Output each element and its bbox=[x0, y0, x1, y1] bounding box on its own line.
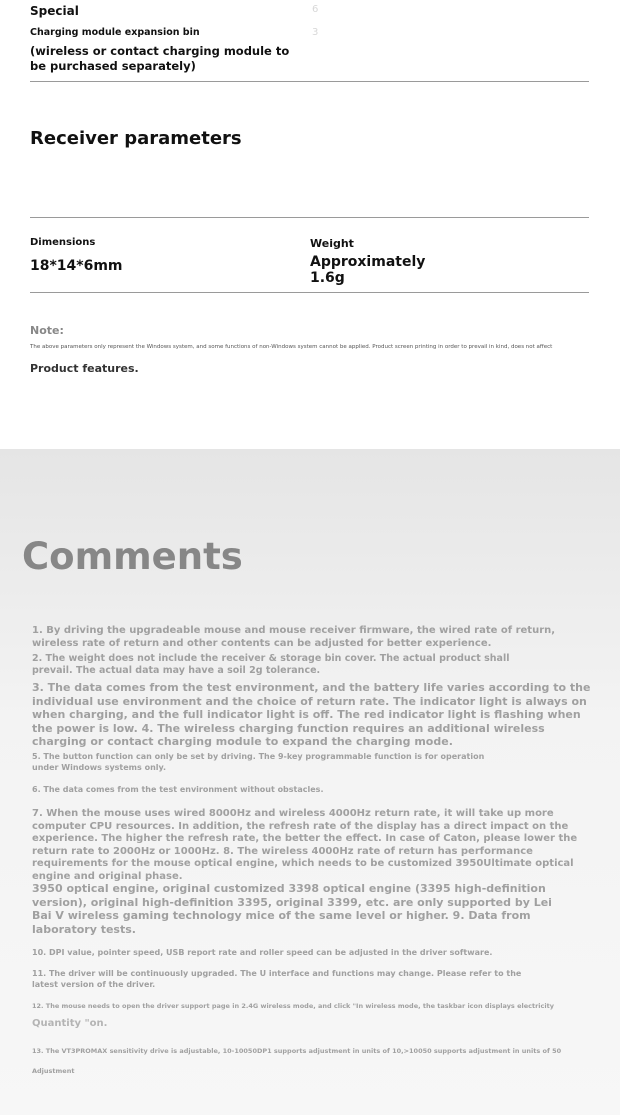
spec-module-note: (wireless or contact charging module to be purchased separately) bbox=[30, 44, 290, 73]
comment-item: 12. The mouse needs to open the driver support page in 2.4G wireless mode, and click "In wireless mode, the taskbar icon displays electricity bbox=[32, 1002, 554, 1010]
weight-label: Weight bbox=[310, 237, 354, 250]
comment-item: 10. DPI value, pointer speed, USB report rate and roller speed can be adjusted in the driver software. bbox=[32, 948, 493, 957]
comment-item: 5. The button function can only be set by driving. The 9-key programmable function is for operation under Windows systems only. bbox=[32, 752, 485, 772]
comment-item: 7. When the mouse uses wired 8000Hz and wireless 4000Hz return rate, it will take up more computer CPU resources. In addition, the refresh rate of the display has a direct impact on the experience. The higher the refresh rate, the better the effect. In case of Caton, please lower the return rate to 2000Hz or 1000Hz. 8. The wireless 4000Hz rate of return has performance requirements for the mouse optical engine, which needs to be customized 3950Ultimate optical engine and original phase. bbox=[32, 808, 578, 882]
divider bbox=[30, 292, 589, 293]
comment-item: 1. By driving the upgradeable mouse and mouse receiver firmware, the wired rate of return, wireless rate of return and other contents can be adjusted for better experience. bbox=[32, 625, 556, 649]
comment-item: 13. The VT3PROMAX sensitivity drive is adjustable, 10-10050DP1 supports adjustment in units of 10,>10050 supports adjustment in units of 50 bbox=[32, 1047, 562, 1055]
dimensions-value: 18*14*6mm bbox=[30, 258, 123, 274]
comment-item: 11. The driver will be continuously upgraded. The U interface and functions may change. Please refer to the latest version of the driver. bbox=[32, 969, 522, 989]
comments-panel bbox=[0, 449, 620, 1115]
comment-item: 6. The data comes from the test environment without obstacles. bbox=[32, 785, 324, 794]
spec-module-value: 3 bbox=[312, 27, 319, 38]
note-text: The above parameters only represent the Windows system, and some functions of non-Windows system cannot be applied. Product screen printing in order to prevail in kind, does not affect bbox=[30, 344, 553, 350]
divider bbox=[30, 81, 589, 82]
spec-module-label: Charging module expansion bin bbox=[30, 27, 200, 38]
product-features-heading: Product features. bbox=[30, 362, 139, 375]
dimensions-label: Dimensions bbox=[30, 237, 96, 248]
comment-item: Quantity "on. bbox=[32, 1018, 108, 1029]
comment-item: 2. The weight does not include the receiver & storage bin cover. The actual product shall prevail. The actual data may have a soil 2g tolerance. bbox=[32, 653, 510, 676]
section-title-receiver: Receiver parameters bbox=[30, 128, 242, 149]
comments-title: Comments bbox=[22, 535, 243, 578]
note-title: Note: bbox=[30, 324, 64, 337]
comment-item: Adjustment bbox=[32, 1067, 75, 1075]
divider bbox=[30, 217, 589, 218]
comment-item: 3950 optical engine, original customized 3398 optical engine (3395 high-definition version), original high-definition 3395, original 3399, etc. are only supported by Lei Bai V wireless gaming technology mice of the same level or higher. 9. Data from laboratory tests. bbox=[32, 882, 552, 936]
spec-special-title: Special bbox=[30, 4, 79, 18]
comment-item: 3. The data comes from the test environment, and the battery life varies according to the individual use environment and the choice of return rate. The indicator light is always on when charging, and the full indicator light is off. The red indicator light is flashing when the power is low. 4. The wireless charging function requires an additional wireless charging or contact charging module to expand the charging mode. bbox=[32, 681, 591, 748]
spec-special-value: 6 bbox=[312, 4, 319, 15]
weight-value: Approximately 1.6g bbox=[310, 254, 426, 286]
